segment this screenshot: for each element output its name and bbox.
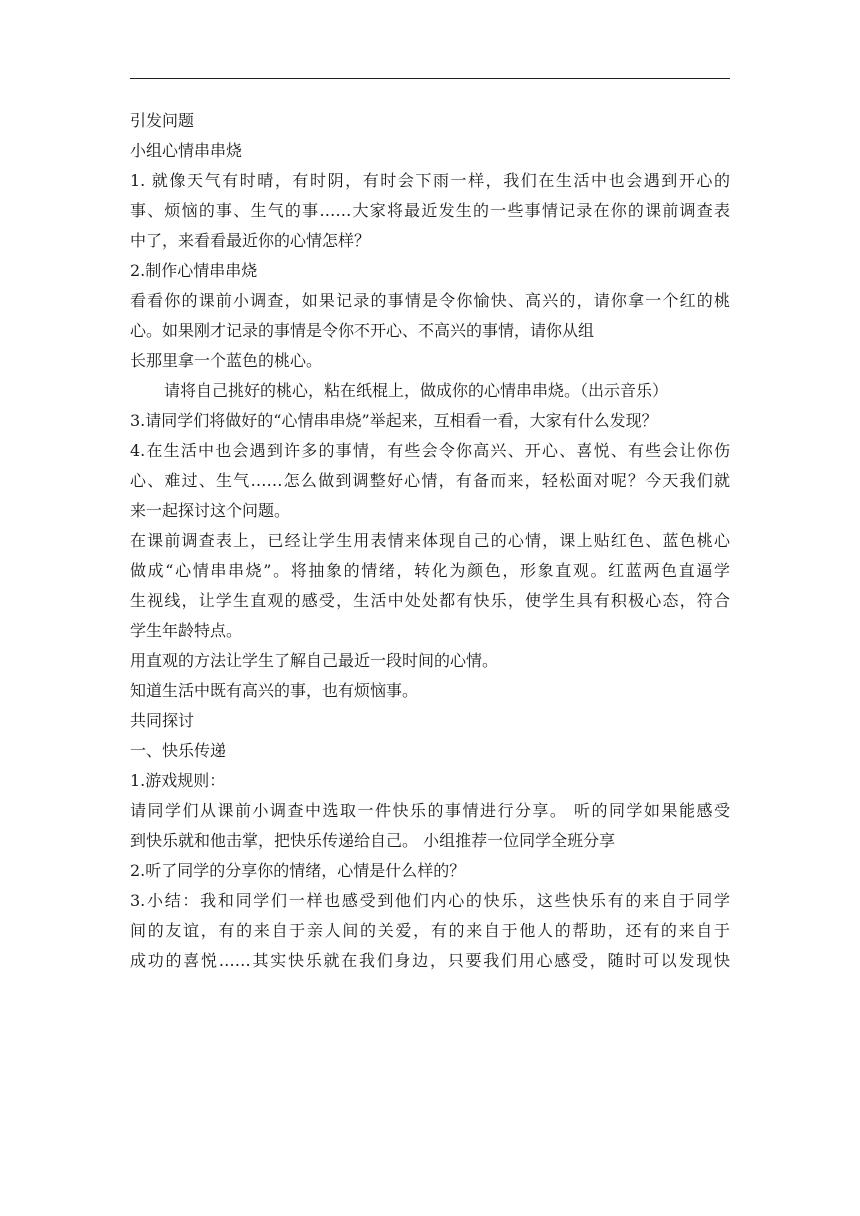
paragraph-line-indented: 请将自己挑好的桃心，粘在纸棍上，做成你的心情串串烧。（出示音乐） [164,381,669,400]
paragraph-line: 看看你的课前小调查，如果记录的事情是令你愉快、高兴的，请你拿一个红的桃 [130,291,730,310]
paragraph-line: 来一起探讨这个问题。 [130,501,291,520]
step-heading: 1.游戏规则： [130,771,226,790]
activity-title: 小组心情串串烧 [130,141,243,160]
paragraph-line: 心、难过、生气……怎么做到调整好心情，有备而来，轻松面对呢？今天我们就 [130,471,730,490]
paragraph-line: 2.听了同学的分享你的情绪，心情是什么样的？ [130,861,466,880]
paragraph-line: 生视线，让学生直观的感受，生活中处处都有快乐，使学生具有积极心态，符合 [130,591,730,610]
paragraph-line: 知道生活中既有高兴的事，也有烦恼事。 [130,681,419,700]
subsection-heading: 一、快乐传递 [130,741,227,760]
paragraph-line: 做成“心情串串烧”。将抽象的情绪，转化为颜色，形象直观。红蓝两色直逼学 [130,561,730,580]
paragraph-line: 心。如果刚才记录的事情是令你不开心、不高兴的事情，请你从组 [130,321,595,340]
step-heading: 2.制作心情串串烧 [130,261,258,280]
paragraph-line: 用直观的方法让学生了解自己最近一段时间的心情。 [130,651,499,670]
paragraph-line: 中了，来看看最近你的心情怎样？ [130,231,371,250]
paragraph-line: 成功的喜悦……其实快乐就在我们身边，只要我们用心感受，随时可以发现快 [130,951,730,970]
header-rule [130,78,730,79]
paragraph-line: 到快乐就和他击掌，把快乐传递给自己。 小组推荐一位同学全班分享 [130,831,616,850]
paragraph-line: 事、烦恼的事、生气的事……大家将最近发生的一些事情记录在你的课前调查表 [130,201,730,220]
paragraph-line: 间的友谊，有的来自于亲人间的关爱，有的来自于他人的帮助，还有的来自于 [130,921,730,940]
paragraph-line: 4.在生活中也会遇到许多的事情，有些会令你高兴、开心、喜悦、有些会让你伤 [130,441,730,460]
section-heading-intro: 引发问题 [130,111,195,130]
paragraph-line: 请同学们从课前小调查中选取一件快乐的事情进行分享。 听的同学如果能感受 [130,801,730,820]
document-body [130,106,730,976]
paragraph-line: 长那里拿一个蓝色的桃心。 [130,351,323,370]
paragraph-line: 1. 就像天气有时晴，有时阴，有时会下雨一样，我们在生活中也会遇到开心的 [130,171,730,190]
paragraph-line: 在课前调查表上，已经让学生用表情来体现自己的心情，课上贴红色、蓝色桃心 [130,531,730,550]
section-heading-discussion: 共同探讨 [130,711,195,730]
paragraph-line: 3.请同学们将做好的“心情串串烧”举起来，互相看一看，大家有什么发现？ [130,411,658,430]
paragraph-line: 学生年龄特点。 [130,621,243,640]
paragraph-line: 3.小结：我和同学们一样也感受到他们内心的快乐，这些快乐有的来自于同学 [130,891,730,910]
